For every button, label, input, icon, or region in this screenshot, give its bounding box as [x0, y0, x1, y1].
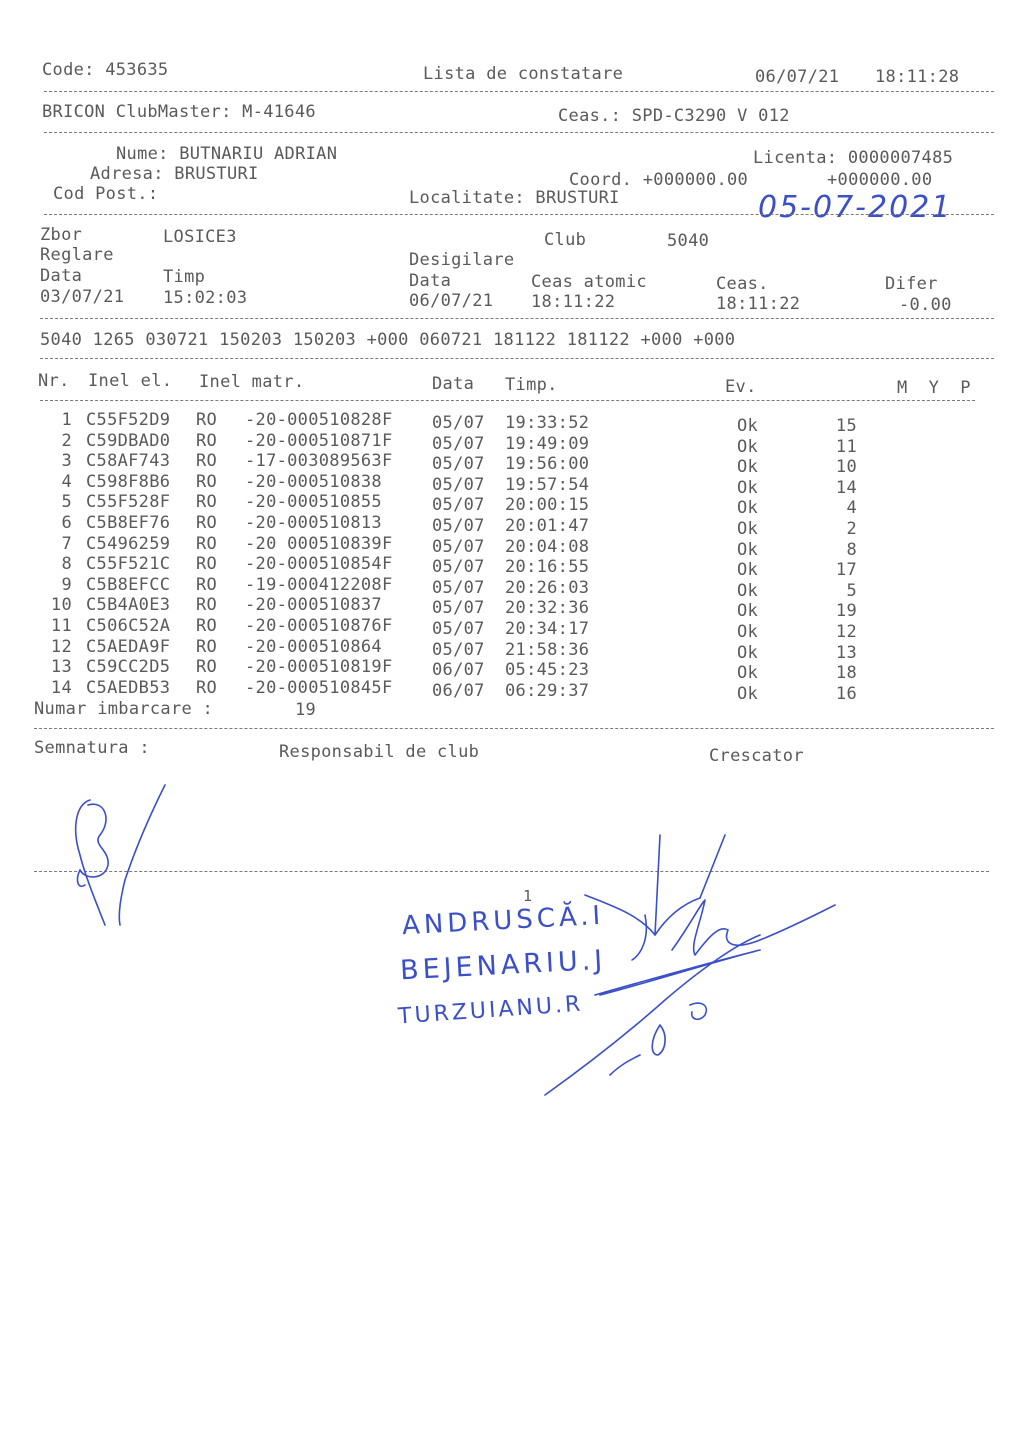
row-number: 10: [50, 595, 72, 616]
row-number: 9: [61, 574, 72, 595]
unsealing-date: 06/07/21: [409, 291, 494, 311]
flight-label: Zbor: [40, 225, 83, 245]
ring-number: -20-000510854F: [245, 554, 393, 575]
ring-number: -20-000510864: [245, 636, 382, 657]
coord-value: +000000.00: [827, 170, 933, 190]
position: 4: [846, 498, 857, 519]
position: 8: [846, 539, 857, 560]
position: 16: [835, 683, 857, 704]
unsealing-label: Desigilare: [409, 250, 515, 270]
col-event: Ev.: [725, 377, 757, 397]
owner-name: Nume: BUTNARIU ADRIAN: [116, 144, 338, 164]
event-status: Ok: [737, 457, 759, 478]
ring-number: -20-000510876F: [245, 616, 393, 636]
country-code: RO: [196, 677, 218, 698]
ring-electronic-id: C5496259: [86, 533, 171, 554]
event-status: Ok: [737, 601, 759, 622]
ring-number: -20-000510855: [245, 492, 382, 513]
position: 18: [835, 663, 857, 684]
club-responsible-label: Responsabil de club: [279, 742, 480, 762]
time-label: Timp: [163, 267, 206, 287]
clock-model: Ceas.: SPD-C3290 V 012: [558, 106, 790, 126]
event-status: Ok: [737, 436, 759, 457]
breeder-label: Crescator: [709, 746, 804, 766]
postal-code-label: Cod Post.:: [53, 184, 159, 204]
country-code: RO: [196, 616, 218, 636]
country-code: RO: [196, 430, 218, 451]
position: 15: [835, 416, 857, 436]
ring-electronic-id: C59CC2D5: [86, 657, 171, 678]
event-status: Ok: [737, 683, 759, 704]
signature-label: Semnatura :: [34, 738, 150, 758]
ring-electronic-id: C5B8EFCC: [86, 574, 171, 595]
ring-electronic-id: C5AEDB53: [86, 677, 171, 698]
event-status: Ok: [737, 539, 759, 560]
ring-number: -20-000510828F: [245, 410, 393, 430]
row-number: 6: [61, 513, 72, 533]
position: 5: [846, 580, 857, 601]
date-label: Data: [409, 271, 452, 291]
arrival-date: 05/07: [432, 557, 485, 578]
arrival-date: 05/07: [432, 536, 485, 557]
difference-value: -0.00: [899, 295, 952, 315]
position: 12: [835, 622, 857, 642]
ring-number: -20-000510837: [245, 595, 382, 616]
boarding-count-label: Numar imbarcare :: [34, 699, 214, 719]
ring-number: -20-000510871F: [245, 430, 393, 451]
arrival-time: 20:04:08: [505, 536, 590, 557]
arrival-date: 05/07: [432, 413, 485, 433]
page-number: 1: [523, 887, 533, 905]
arrival-date: 05/07: [432, 454, 485, 475]
ring-number: -17-003089563F: [245, 451, 393, 472]
arrival-date: 05/07: [432, 495, 485, 516]
locality: Localitate: BRUSTURI: [409, 188, 620, 208]
position: 19: [835, 601, 857, 622]
ring-electronic-id: C55F52D9: [86, 410, 171, 430]
ring-number: -20-000510813: [245, 513, 382, 533]
ring-electronic-id: C5B4A0E3: [86, 595, 171, 616]
row-number: 8: [61, 554, 72, 575]
col-ring-number: Inel matr.: [199, 372, 305, 392]
col-ring-electronic: Inel el.: [88, 371, 173, 391]
ring-number: -20-000510838: [245, 471, 382, 492]
country-code: RO: [196, 533, 218, 554]
arrival-date: 06/07: [432, 680, 485, 701]
code-label: Code: 453635: [42, 60, 169, 80]
arrival-time: 20:34:17: [505, 619, 590, 639]
position: 11: [835, 436, 857, 457]
ring-electronic-id: C59DBAD0: [86, 430, 171, 451]
clock-time: 18:11:22: [716, 294, 801, 314]
report-date: 06/07/21: [755, 67, 840, 87]
arrival-time: 20:26:03: [505, 577, 590, 598]
arrival-date: 05/07: [432, 598, 485, 619]
atomic-clock-time: 18:11:22: [531, 292, 616, 312]
handwritten-date: 05-07-2021: [758, 190, 953, 225]
event-status: Ok: [737, 622, 759, 642]
ring-number: -20-000510845F: [245, 677, 393, 698]
ring-electronic-id: C5AEDA9F: [86, 636, 171, 657]
row-number: 11: [50, 616, 72, 636]
row-number: 5: [61, 492, 72, 513]
boarding-count: 19: [295, 700, 317, 720]
arrival-time: 20:16:55: [505, 557, 590, 578]
ring-electronic-id: C598F8B6: [86, 471, 171, 492]
col-myp: M Y P: [897, 378, 971, 398]
ring-electronic-id: C506C52A: [86, 616, 171, 636]
ring-electronic-id: C55F521C: [86, 554, 171, 575]
license-number: Licenta: 0000007485: [753, 148, 954, 168]
ring-number: -19-000412208F: [245, 574, 393, 595]
ring-number: -20 000510839F: [245, 533, 393, 554]
setting-time: 15:02:03: [163, 288, 248, 308]
ring-electronic-id: C58AF743: [86, 451, 171, 472]
arrival-time: 06:29:37: [505, 680, 590, 701]
country-code: RO: [196, 471, 218, 492]
row-number: 14: [50, 677, 72, 698]
position: 10: [835, 457, 857, 478]
country-code: RO: [196, 513, 218, 533]
row-number: 4: [61, 471, 72, 492]
arrival-time: 05:45:23: [505, 660, 590, 681]
setting-label: Reglare: [40, 245, 114, 265]
position: 2: [846, 519, 857, 539]
atomic-clock-label: Ceas atomic: [531, 272, 647, 292]
arrival-date: 05/07: [432, 474, 485, 495]
col-nr: Nr.: [38, 371, 70, 391]
arrival-date: 05/07: [432, 433, 485, 454]
position: 17: [835, 560, 857, 581]
country-code: RO: [196, 492, 218, 513]
clock-label: Ceas.: [716, 274, 769, 294]
club-label: Club: [544, 230, 587, 250]
arrival-time: 19:56:00: [505, 454, 590, 475]
arrival-date: 05/07: [432, 516, 485, 536]
club-number: 5040: [667, 231, 710, 251]
arrival-time: 19:57:54: [505, 474, 590, 495]
event-status: Ok: [737, 642, 759, 663]
arrival-date: 05/07: [432, 619, 485, 639]
arrival-time: 20:00:15: [505, 495, 590, 516]
coord-label: Coord. +000000.00: [569, 170, 749, 190]
col-date: Data: [432, 374, 475, 394]
handwritten-name: BEJENARIU.J: [399, 944, 607, 987]
event-status: Ok: [737, 519, 759, 539]
country-code: RO: [196, 636, 218, 657]
event-status: Ok: [737, 560, 759, 581]
setting-date: 03/07/21: [40, 287, 125, 307]
country-code: RO: [196, 657, 218, 678]
row-number: 13: [50, 657, 72, 678]
row-number: 7: [61, 533, 72, 554]
arrival-time: 19:49:09: [505, 433, 590, 454]
country-code: RO: [196, 574, 218, 595]
row-number: 3: [61, 451, 72, 472]
country-code: RO: [196, 410, 218, 430]
event-status: Ok: [737, 663, 759, 684]
arrival-time: 19:33:52: [505, 413, 590, 433]
ring-electronic-id: C55F528F: [86, 492, 171, 513]
row-number: 1: [61, 410, 72, 430]
row-number: 12: [50, 636, 72, 657]
col-time: Timp.: [505, 375, 558, 395]
country-code: RO: [196, 595, 218, 616]
arrival-time: 20:01:47: [505, 516, 590, 536]
country-code: RO: [196, 554, 218, 575]
event-status: Ok: [737, 416, 759, 436]
clubmaster-label: BRICON ClubMaster: M-41646: [42, 102, 316, 122]
flight-name: LOSICE3: [163, 227, 237, 247]
arrival-date: 06/07: [432, 660, 485, 681]
ring-electronic-id: C5B8EF76: [86, 513, 171, 533]
report-time: 18:11:28: [875, 67, 960, 87]
event-status: Ok: [737, 477, 759, 498]
ring-number: -20-000510819F: [245, 657, 393, 678]
date-label: Data: [40, 266, 83, 286]
country-code: RO: [196, 451, 218, 472]
arrival-date: 05/07: [432, 577, 485, 598]
owner-address: Adresa: BRUSTURI: [90, 164, 259, 184]
event-status: Ok: [737, 580, 759, 601]
event-status: Ok: [737, 498, 759, 519]
document-title: Lista de constatare: [423, 64, 624, 84]
arrival-time: 20:32:36: [505, 598, 590, 619]
row-number: 2: [61, 430, 72, 451]
arrival-date: 05/07: [432, 639, 485, 660]
arrival-time: 21:58:36: [505, 639, 590, 660]
difference-label: Difer: [885, 274, 938, 294]
position: 13: [835, 642, 857, 663]
handwritten-name: ANDRUSCĂ.I: [401, 900, 605, 942]
position: 14: [835, 477, 857, 498]
code-line: 5040 1265 030721 150203 150203 +000 060721 181122 181122 +000 +000: [40, 330, 736, 350]
handwritten-name: TURZUIANU.R: [397, 991, 585, 1030]
